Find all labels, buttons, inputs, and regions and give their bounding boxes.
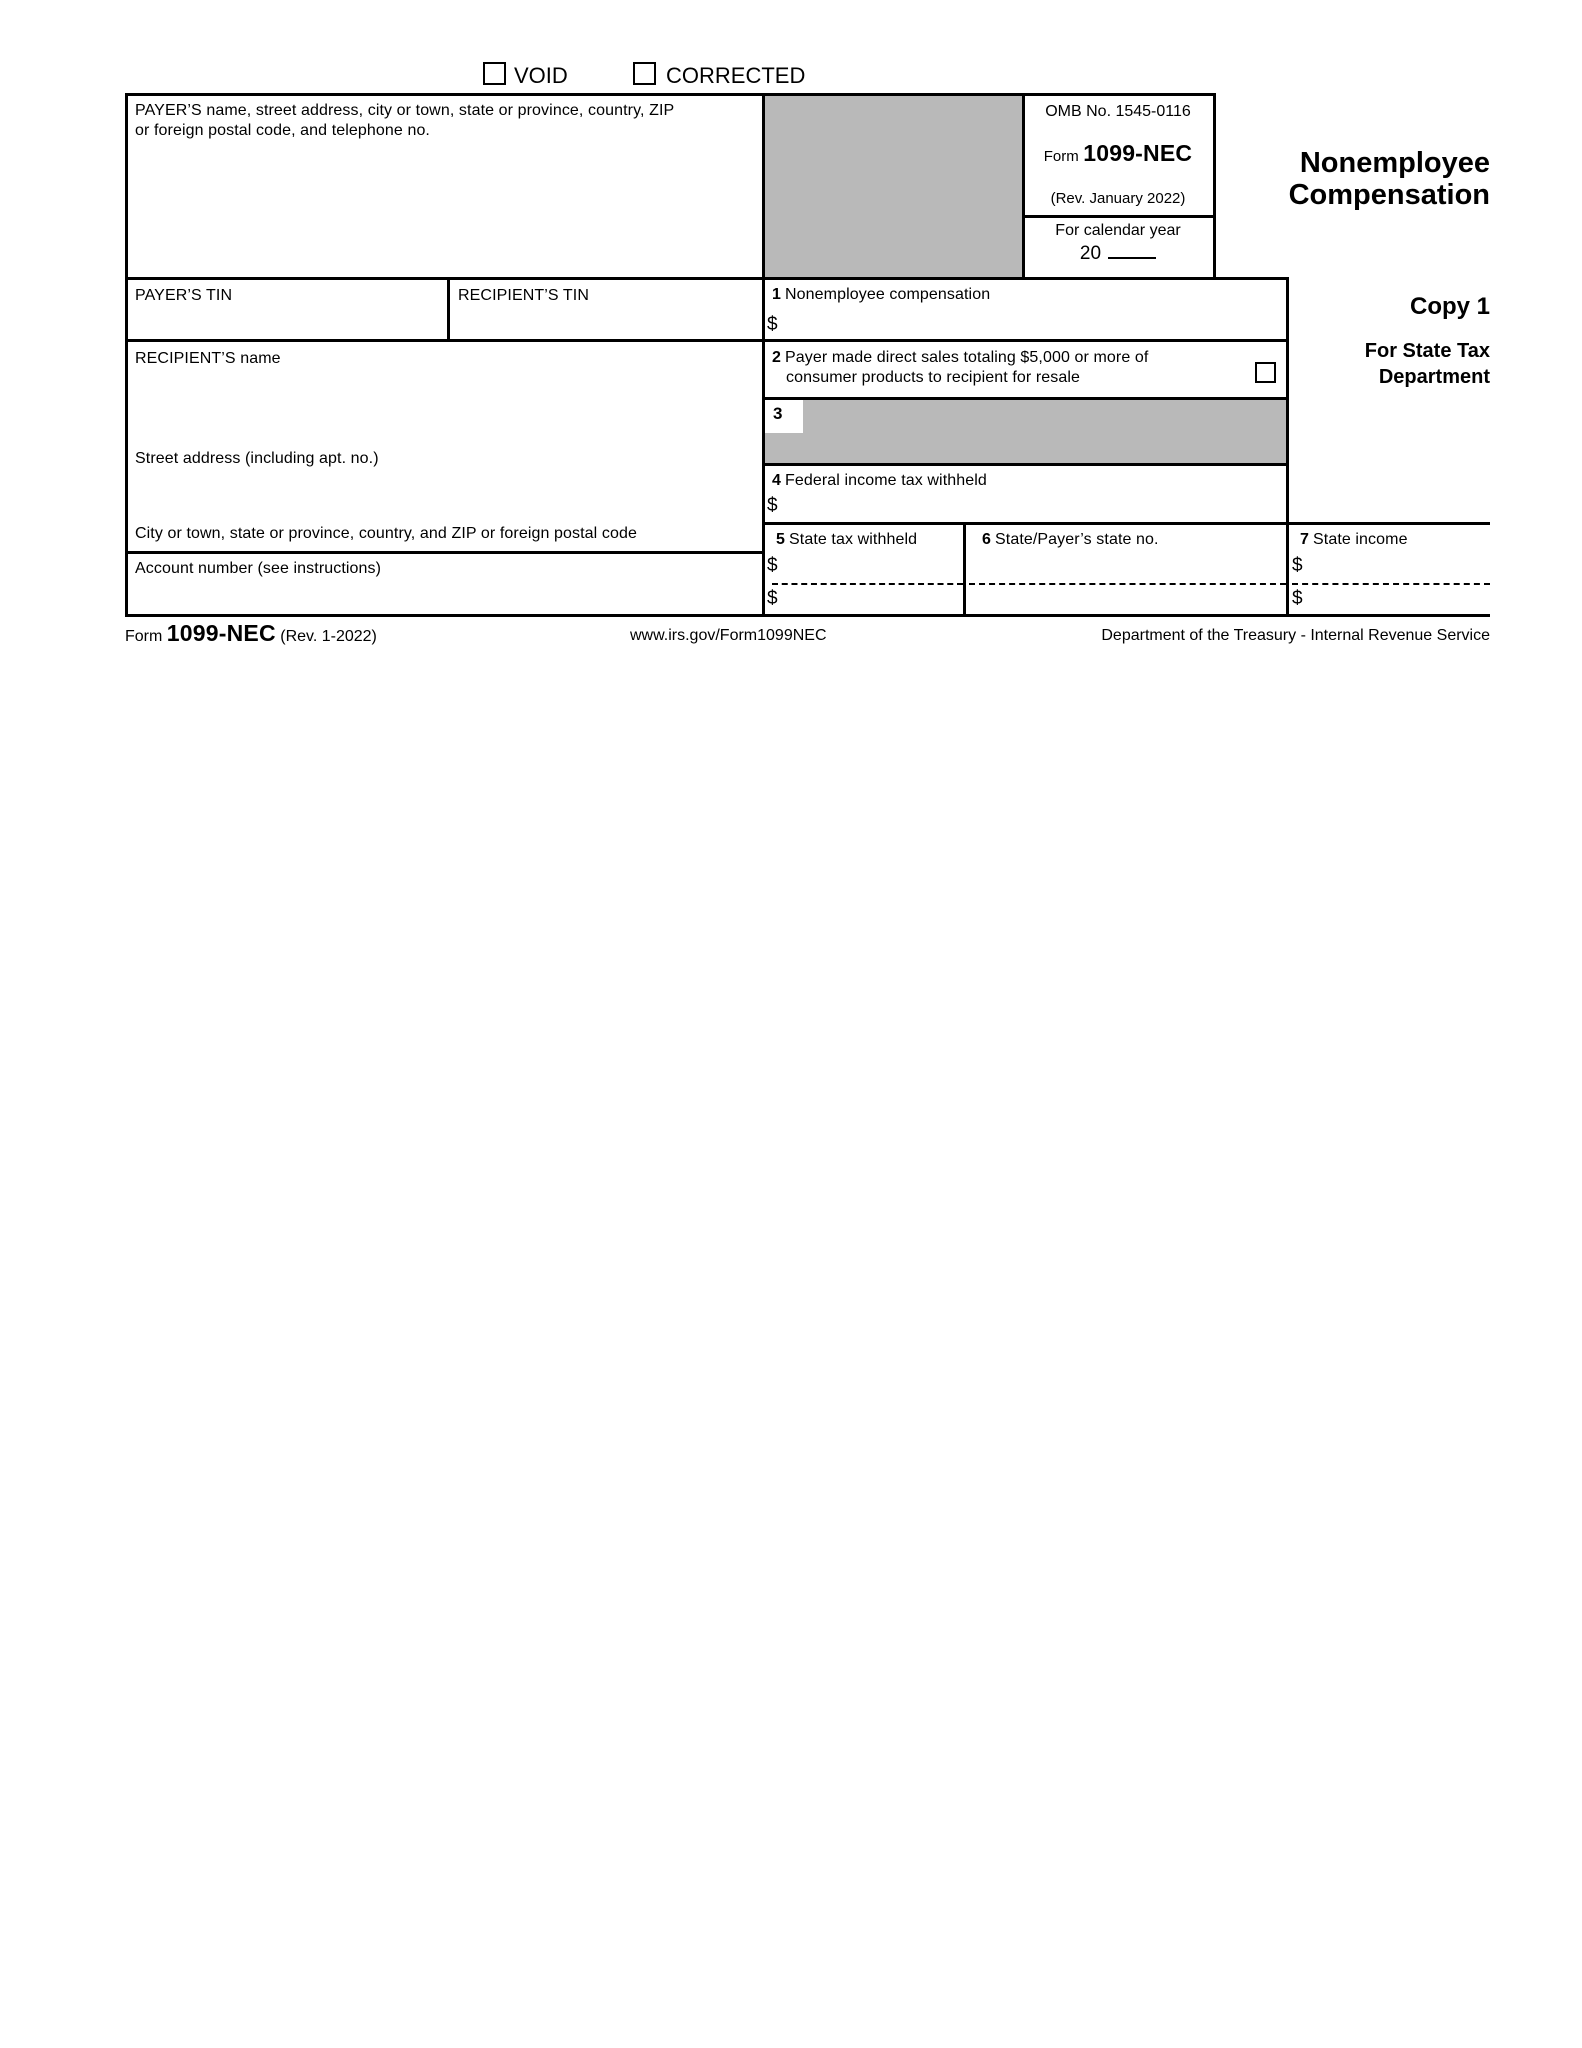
recipient-tin-label: RECIPIENT’S TIN — [458, 287, 589, 304]
box5-number: 5 — [776, 531, 785, 548]
omb-form-number: 1099-NEC — [1083, 140, 1193, 166]
account-number-label: Account number (see instructions) — [135, 560, 382, 577]
box5-label-text: State tax withheld — [789, 531, 918, 548]
box3-number: 3 — [773, 404, 783, 423]
tin-divider-line — [447, 277, 450, 342]
box5-dollar-sign-bottom: $ — [767, 588, 778, 609]
void-checkbox[interactable] — [483, 62, 506, 85]
row-divider-line — [762, 397, 1289, 400]
border-line-left — [125, 93, 128, 617]
calendar-year-label: For calendar year — [1055, 222, 1181, 239]
footer-form-number: 1099-NEC — [166, 620, 276, 646]
form-title-line1: Nonemployee — [1299, 147, 1490, 179]
row-divider-line — [125, 339, 1289, 342]
box7-label-text: State income — [1313, 531, 1408, 548]
box4-number: 4 — [772, 472, 781, 489]
box2-label — [772, 348, 1242, 388]
box1-label — [772, 285, 990, 305]
calendar-year-line — [1026, 243, 1210, 265]
box5-dashed-line — [772, 583, 963, 585]
box1-number: 1 — [772, 286, 781, 303]
row-divider-line — [762, 463, 1289, 466]
void-label: VOID — [514, 63, 568, 88]
box6-number: 6 — [982, 531, 991, 548]
box4-label-text: Federal income tax withheld — [785, 472, 987, 489]
corrected-label: CORRECTED — [666, 63, 806, 88]
payer-tin-label: PAYER’S TIN — [135, 287, 233, 304]
omb-form-word: Form — [1043, 148, 1079, 165]
box6-label-text: State/Payer’s state no. — [995, 531, 1159, 548]
box2-label-line1: Payer made direct sales totaling $5,000 or more of — [785, 349, 1149, 366]
box4-label — [772, 471, 987, 491]
box2-resale-checkbox[interactable] — [1255, 362, 1276, 383]
box2-label-line2: consumer products to recipient for resale — [786, 369, 1081, 386]
row-divider-line — [125, 277, 1289, 280]
state-box-divider-line — [963, 522, 966, 617]
copy-dept-line2: Department — [1378, 366, 1490, 388]
payer-info-line2: or foreign postal code, and telephone no. — [135, 122, 430, 139]
footer-revision: (Rev. 1-2022) — [280, 628, 377, 645]
box7-dashed-line — [1292, 583, 1490, 585]
year-prefix: 20 — [1079, 243, 1102, 264]
corrected-checkbox[interactable] — [633, 62, 656, 85]
footer-form-id — [125, 620, 377, 647]
copy-column-divider-line — [1286, 277, 1289, 617]
copy-label: Copy 1 — [1409, 293, 1490, 320]
box1-dollar-sign: $ — [767, 314, 778, 335]
box7-label — [1300, 530, 1408, 550]
box2-number: 2 — [772, 349, 781, 366]
omb-left-line — [1022, 93, 1025, 280]
payer-info-line1: PAYER’S name, street address, city or town, state or province, country, ZIP — [135, 102, 675, 119]
box5-dollar-sign-top: $ — [767, 555, 778, 576]
box3-number-chip — [765, 400, 803, 433]
shaded-reserved-area — [762, 95, 1025, 279]
form-title-line2: Compensation — [1288, 178, 1490, 211]
omb-revision: (Rev. January 2022) — [1050, 190, 1186, 207]
account-box-top-line — [125, 551, 765, 554]
payer-info-label — [135, 101, 755, 141]
box5-label — [776, 530, 917, 550]
omb-number: OMB No. 1545-0116 — [1045, 103, 1191, 120]
footer-form-word: Form — [125, 628, 163, 645]
box7-number: 7 — [1300, 531, 1309, 548]
form-title — [1130, 148, 1490, 212]
street-address-label: Street address (including apt. no.) — [135, 450, 379, 467]
footer-department: Department of the Treasury - Internal Revenue Service — [1101, 627, 1490, 644]
recipient-name-label: RECIPIENT’S name — [135, 350, 281, 367]
box7-dollar-sign-top: $ — [1292, 555, 1303, 576]
box6-label — [982, 530, 1159, 550]
border-line-top — [125, 93, 1213, 96]
row-divider-line — [762, 522, 1490, 525]
footer-irs-url: www.irs.gov/Form1099NEC — [630, 627, 827, 644]
omb-divider-line — [1022, 215, 1213, 218]
copy-dept-line1: For State Tax — [1364, 340, 1490, 362]
box6-dashed-line — [969, 583, 1286, 585]
box4-dollar-sign: $ — [767, 495, 778, 516]
year-blank-field[interactable] — [1108, 243, 1156, 259]
box7-dollar-sign-bottom: $ — [1292, 588, 1303, 609]
box3-shaded-area — [762, 399, 1289, 465]
city-label: City or town, state or province, country, and ZIP or foreign postal code — [135, 525, 637, 542]
box1-label-text: Nonemployee compensation — [785, 286, 991, 303]
column-divider-line — [762, 93, 765, 617]
